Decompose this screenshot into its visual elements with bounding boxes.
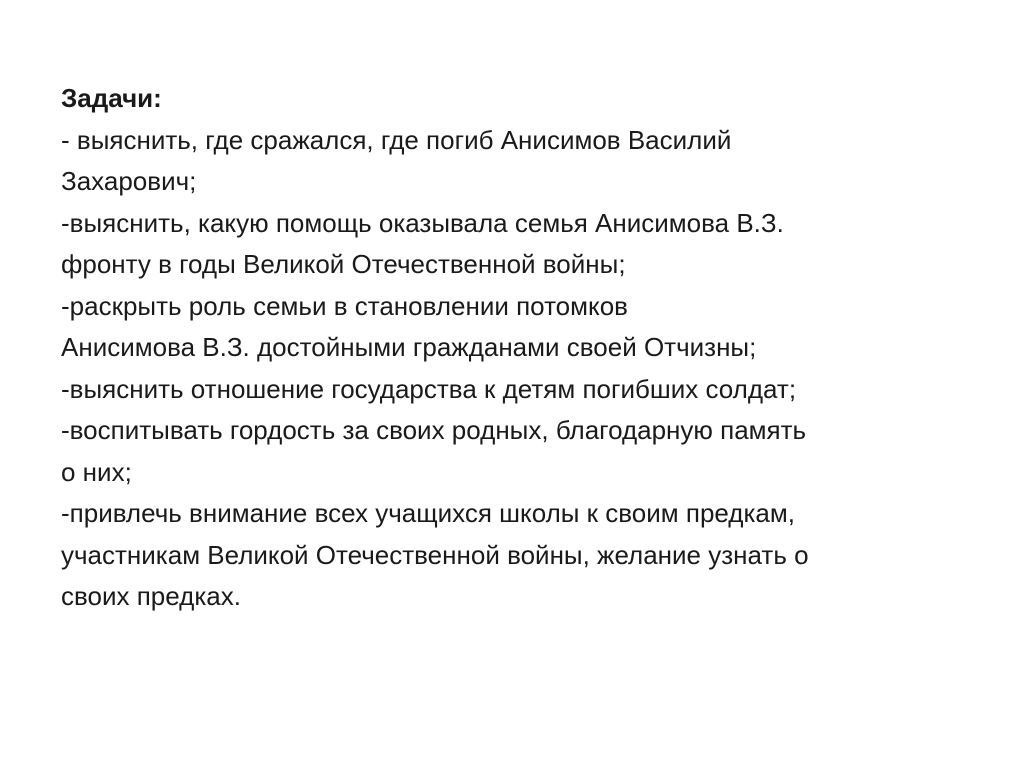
text-line: - выяснить, где сражался, где погиб Анисимов Василий: [61, 124, 732, 155]
text-line: -раскрыть роль семьи в становлении потомков: [61, 290, 628, 321]
text-line: -выяснить отношение государства к детям погибших солдат;: [61, 373, 797, 404]
slide-content: [61, 78, 991, 618]
text-line: Захарович;: [61, 166, 197, 196]
slide-heading: Задачи:: [61, 83, 162, 113]
text-line: о них;: [61, 456, 132, 487]
text-line: фронту в годы Великой Отечественной войны;: [61, 249, 626, 279]
text-line: Анисимова В.З. достойными гражданами своей Отчизны;: [61, 332, 757, 362]
text-line: своих предках.: [61, 581, 241, 611]
text-line: -привлечь внимание всех учащихся школы к своим предкам,: [61, 498, 795, 528]
text-line: -выяснить, какую помощь оказывала семья Анисимова В.З.: [61, 207, 784, 238]
text-line: участникам Великой Отечественной войны, желание узнать о: [61, 539, 809, 570]
text-line: -воспитывать гордость за своих родных, благодарную память: [61, 415, 807, 445]
